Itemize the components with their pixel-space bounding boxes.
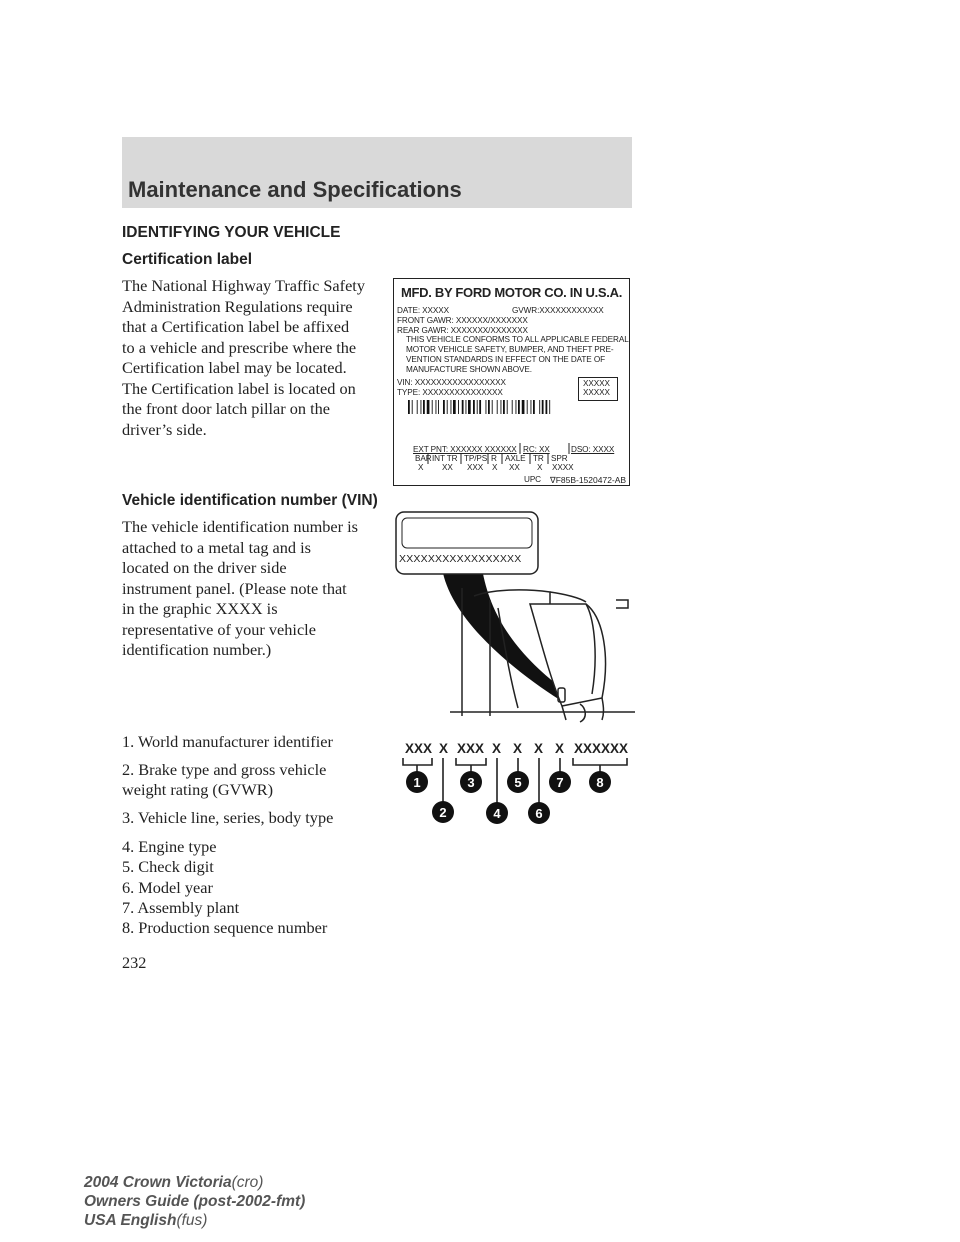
vin-body <box>122 517 392 661</box>
label-rear-gawr: REAR GAWR: XXXXXXX/XXXXXXX <box>397 326 528 335</box>
label-code-value: X <box>492 463 498 472</box>
vin-body-line: located on the driver side <box>122 558 287 577</box>
label-code-value: X <box>418 463 424 472</box>
barcode-bar <box>497 400 498 414</box>
legend-item-8: 8. Production sequence number <box>122 918 328 937</box>
barcode-bar <box>443 400 445 414</box>
legend-item-5: 5. Check digit <box>122 857 214 876</box>
barcode-bar <box>516 400 517 414</box>
figure-id <box>550 475 626 486</box>
barcode-bar <box>468 400 471 414</box>
legend-item-6: 6. Model year <box>122 878 213 897</box>
barcode-bar <box>412 400 413 414</box>
barcode-bar <box>451 400 452 414</box>
footer-line-3 <box>84 1211 207 1230</box>
label-code-header: SPR <box>551 454 568 463</box>
barcode-bar <box>421 400 422 414</box>
barcode-bar <box>486 400 487 414</box>
certification-body <box>122 276 392 440</box>
vin-body-line: representative of your vehicle <box>122 619 316 639</box>
vin-group-engine: X <box>492 741 502 756</box>
label-date: DATE: XXXXX <box>397 306 449 315</box>
barcode-bar <box>473 400 475 414</box>
label-box-line: XXXXX <box>583 379 610 388</box>
vin-callouts <box>406 771 611 824</box>
callout-4: 4 <box>493 806 501 821</box>
vin-group-wmi: XXX <box>405 741 433 756</box>
callout-8: 8 <box>596 775 604 790</box>
label-code-header: TR <box>533 454 544 463</box>
label-ext-pnt: EXT PNT: XXXXXX XXXXXX <box>413 445 517 454</box>
callout-6: 6 <box>535 806 543 821</box>
barcode-bar <box>427 400 430 414</box>
legend-item-2-cont: weight rating (GVWR) <box>122 780 274 799</box>
label-box-line: XXXXX <box>583 388 610 397</box>
barcode-bar <box>447 400 448 414</box>
barcode-bar <box>507 400 508 414</box>
vin-body-line: in the graphic XXXX is <box>122 599 278 618</box>
label-code-header: AXLE <box>505 454 526 463</box>
vin-body-line: instrument panel. (Please note that <box>122 578 347 598</box>
label-code-header: BAR <box>415 454 432 463</box>
label-code-value: XXXX <box>552 463 574 472</box>
vin-group-brake: X <box>439 741 449 756</box>
vin-body-line: The vehicle identification number is <box>122 517 358 536</box>
barcode <box>408 400 616 414</box>
barcode-bar <box>539 400 540 414</box>
barcode-bar <box>408 400 410 414</box>
certification-label-graphic <box>393 278 630 486</box>
certification-body-line: The Certification label is located on <box>122 378 356 398</box>
callout-7: 7 <box>556 775 564 790</box>
label-dso: DSO: XXXX <box>571 445 615 454</box>
legend-item-1: 1. World manufacturer identifier <box>122 732 333 751</box>
barcode-bar <box>477 400 478 414</box>
barcode-bar <box>438 400 439 414</box>
certification-body-line: Certification label may be located. <box>122 358 347 377</box>
vin-group-check: X <box>513 741 523 756</box>
barcode-bar <box>436 400 437 414</box>
barcode-bar <box>503 400 505 414</box>
callout-3: 3 <box>467 775 475 790</box>
certification-body-line: that a Certification label be affixed <box>122 317 350 336</box>
label-code-value: X <box>537 463 543 472</box>
footer-model: 2004 Crown Victoria <box>84 1174 232 1191</box>
footer-line-1 <box>84 1173 263 1192</box>
barcode-bar <box>533 400 535 414</box>
barcode-bar <box>501 400 502 414</box>
barcode-bar <box>432 400 433 414</box>
figure-id-marker: ∇ <box>550 475 556 485</box>
barcode-bar <box>531 400 532 414</box>
footer-language-code: (fus) <box>176 1212 208 1229</box>
barcode-bar <box>453 400 456 414</box>
barcode-bar <box>458 400 459 414</box>
vin-group-year: X <box>534 741 544 756</box>
figure-id-text: F85B-1520472-AB <box>555 475 627 485</box>
barcode-bar <box>522 400 525 414</box>
label-code-header: R <box>491 454 497 463</box>
barcode-bar <box>512 400 513 414</box>
label-type: TYPE: XXXXXXXXXXXXXXX <box>397 388 503 397</box>
barcode-bar <box>488 400 490 414</box>
label-code-box <box>578 377 618 401</box>
label-conform-line: VENTION STANDARDS IN EFFECT ON THE DATE OF <box>406 355 605 364</box>
vin-heading: Vehicle identification number (VIN) <box>122 492 378 509</box>
barcode-bar <box>527 400 528 414</box>
vin-location-illustration <box>390 508 635 724</box>
label-conform-line: MANUFACTURE SHOWN ABOVE. <box>406 365 532 374</box>
barcode-bar <box>423 400 425 414</box>
vin-group-sequence: XXXXXX <box>574 741 629 756</box>
vin-group-line: XXX <box>457 741 485 756</box>
vin-body-line: identification number.) <box>122 640 272 659</box>
legend-item-4: 4. Engine type <box>122 837 217 856</box>
label-upc: UPC <box>524 475 541 484</box>
barcode-bar <box>492 400 493 414</box>
barcode-bar <box>479 400 481 414</box>
barcode-bar <box>466 400 467 414</box>
vin-body-line: attached to a metal tag and is <box>122 537 311 557</box>
barcode-bar <box>546 400 548 414</box>
footer-guide: Owners Guide (post-2002-fmt) <box>84 1193 306 1210</box>
section-heading: IDENTIFYING YOUR VEHICLE <box>122 224 341 241</box>
label-vin: VIN: XXXXXXXXXXXXXXXXX <box>397 378 506 387</box>
barcode-bar <box>518 400 520 414</box>
certification-body-line: The National Highway Traffic Safety <box>122 276 365 295</box>
label-code-value: XXX <box>467 463 484 472</box>
barcode-bar <box>417 400 418 414</box>
label-code-value: XX <box>442 463 453 472</box>
legend-item-3: 3. Vehicle line, series, body type <box>122 808 334 827</box>
callout-2: 2 <box>439 805 447 820</box>
vin-group-plant: X <box>555 741 565 756</box>
callout-1: 1 <box>413 775 421 790</box>
footer-model-code: (cro) <box>231 1174 264 1191</box>
label-rc: RC: XX <box>523 445 550 454</box>
vin-character-diagram <box>396 738 636 824</box>
label-front-gawr: FRONT GAWR: XXXXXX/XXXXXXX <box>397 316 528 325</box>
label-code-header: INT TR <box>432 454 458 463</box>
barcode-bar <box>542 400 544 414</box>
legend-item-2: 2. Brake type and gross vehicle <box>122 760 327 779</box>
label-conform-line: MOTOR VEHICLE SAFETY, BUMPER, AND THEFT PRE- <box>406 345 614 354</box>
certification-body-line: driver’s side. <box>122 419 207 439</box>
label-gvwr: GVWR:XXXXXXXXXXXX <box>512 306 604 315</box>
vin-tag-text: XXXXXXXXXXXXXXXXX <box>399 553 522 565</box>
barcode-bar <box>462 400 464 414</box>
certification-heading: Certification label <box>122 251 253 268</box>
certification-body-line: the front door latch pillar on the <box>122 399 330 418</box>
barcode-bar <box>549 400 550 414</box>
certification-body-line: to a vehicle and prescribe where the <box>122 337 357 357</box>
label-title: MFD. BY FORD MOTOR CO. IN U.S.A. <box>400 285 623 300</box>
callout-5: 5 <box>514 775 522 790</box>
page-number: 232 <box>122 953 147 972</box>
footer-language: USA English <box>84 1212 177 1229</box>
label-code-header: TP/PS <box>464 454 488 463</box>
legend-item-7: 7. Assembly plant <box>122 898 240 917</box>
certification-body-line: Administration Regulations require <box>122 296 353 316</box>
label-code-value: XX <box>509 463 520 472</box>
label-conform-line: THIS VEHICLE CONFORMS TO ALL APPLICABLE FEDERAL <box>406 335 629 344</box>
footer-line-2 <box>84 1192 305 1211</box>
page-header-title: Maintenance and Specifications <box>128 177 462 202</box>
